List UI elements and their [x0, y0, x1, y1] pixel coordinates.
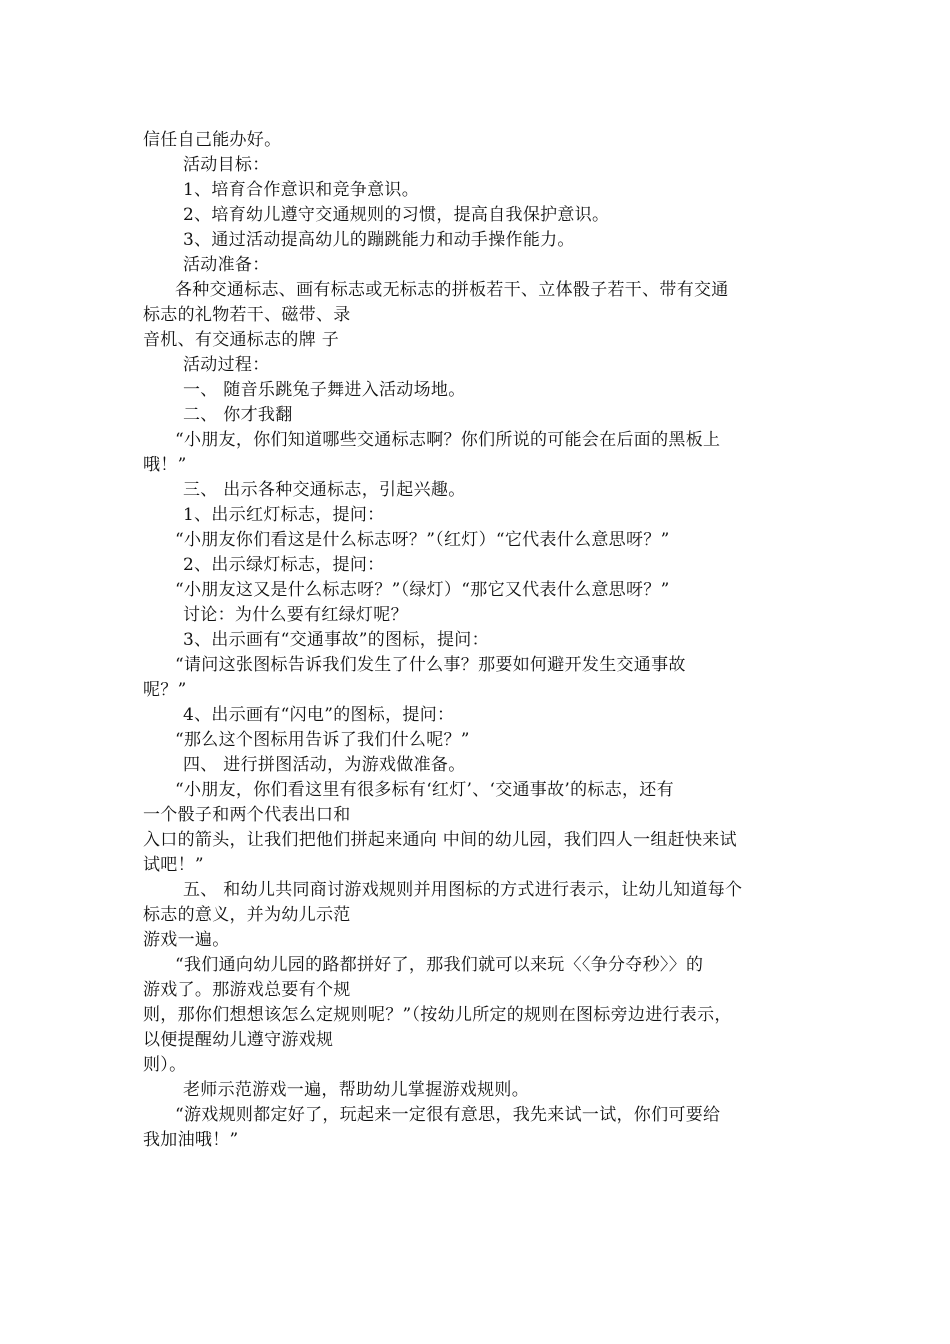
text-line: 三、 出示各种交通标志，引起兴趣。	[183, 480, 466, 500]
text-line: “小朋友，你们看这里有很多标有‘红灯’、‘交通事故’的标志，还有	[175, 780, 674, 800]
text-line: 则）。	[143, 1055, 187, 1075]
text-line: “请问这张图标告诉我们发生了什么事？那要如何避开发生交通事故	[175, 655, 686, 675]
text-line: 入口的箭头，让我们把他们拼起来通向 中间的幼儿园，我们四人一组赶快来试	[143, 830, 737, 850]
text-line: “我们通向幼儿园的路都拼好了，那我们就可以来玩〈〈争分夺秒〉〉的	[175, 955, 704, 975]
text-line: 游戏一遍。	[143, 930, 230, 950]
text-line: 呢？”	[143, 680, 187, 700]
text-line: 各种交通标志、画有标志或无标志的拼板若干、立体骰子若干、带有交通	[175, 280, 729, 300]
text-line: 4、出示画有“闪电”的图标，提问：	[183, 705, 455, 725]
text-line: 以便提醒幼儿遵守游戏规	[143, 1030, 334, 1050]
text-line: “小朋友这又是什么标志呀？”（绿灯）“那它又代表什么意思呀？”	[175, 580, 670, 600]
text-line: 3、出示画有“交通事故”的图标，提问：	[183, 630, 489, 650]
text-line: 标志的礼物若干、磁带、录	[143, 305, 351, 325]
section-heading-goals: 活动目标：	[183, 155, 270, 175]
text-line: 2、培育幼儿遵守交通规则的习惯，提高自我保护意识。	[183, 205, 610, 225]
text-line: 1、出示红灯标志，提问：	[183, 505, 385, 525]
text-line: 游戏了。那游戏总要有个规	[143, 980, 351, 1000]
text-line: 五、 和幼儿共同商讨游戏规则并用图标的方式进行表示，让幼儿知道每个	[183, 880, 743, 900]
text-line: 试吧！”	[143, 855, 204, 875]
text-line: 哦！”	[143, 455, 187, 475]
section-heading-preparation: 活动准备：	[183, 255, 270, 275]
text-line: 1、培育合作意识和竞争意识。	[183, 180, 420, 200]
text-line: “游戏规则都定好了，玩起来一定很有意思，我先来试一试，你们可要给	[175, 1105, 721, 1125]
text-line: “小朋友你们看这是什么标志呀？”（红灯）“它代表什么意思呀？”	[175, 530, 670, 550]
text-line: 2、出示绿灯标志，提问：	[183, 555, 385, 575]
text-line: 信任自己能办好。	[143, 130, 282, 150]
text-line: 一个骰子和两个代表出口和	[143, 805, 351, 825]
text-line: “小朋友，你们知道哪些交通标志啊？你们所说的可能会在后面的黑板上	[175, 430, 721, 450]
text-line: 则，那你们想想该怎么定规则呢？”（按幼儿所定的规则在图标旁边进行表示，	[143, 1005, 732, 1025]
text-line: 讨论：为什么要有红绿灯呢？	[183, 605, 408, 625]
text-line: 我加油哦！”	[143, 1130, 239, 1150]
text-line: “那么这个图标用告诉了我们什么呢？”	[175, 730, 470, 750]
text-line: 老师示范游戏一遍，帮助幼儿掌握游戏规则。	[183, 1080, 529, 1100]
text-line: 音机、有交通标志的牌 子	[143, 330, 340, 350]
text-line: 四、 进行拼图活动，为游戏做准备。	[183, 755, 466, 775]
text-line: 一、 随音乐跳兔子舞进入活动场地。	[183, 380, 466, 400]
section-heading-process: 活动过程：	[183, 355, 270, 375]
text-line: 标志的意义，并为幼儿示范	[143, 905, 351, 925]
text-line: 二、 你才我翻	[183, 405, 293, 425]
text-line: 3、通过活动提高幼儿的蹦跳能力和动手操作能力。	[183, 230, 575, 250]
